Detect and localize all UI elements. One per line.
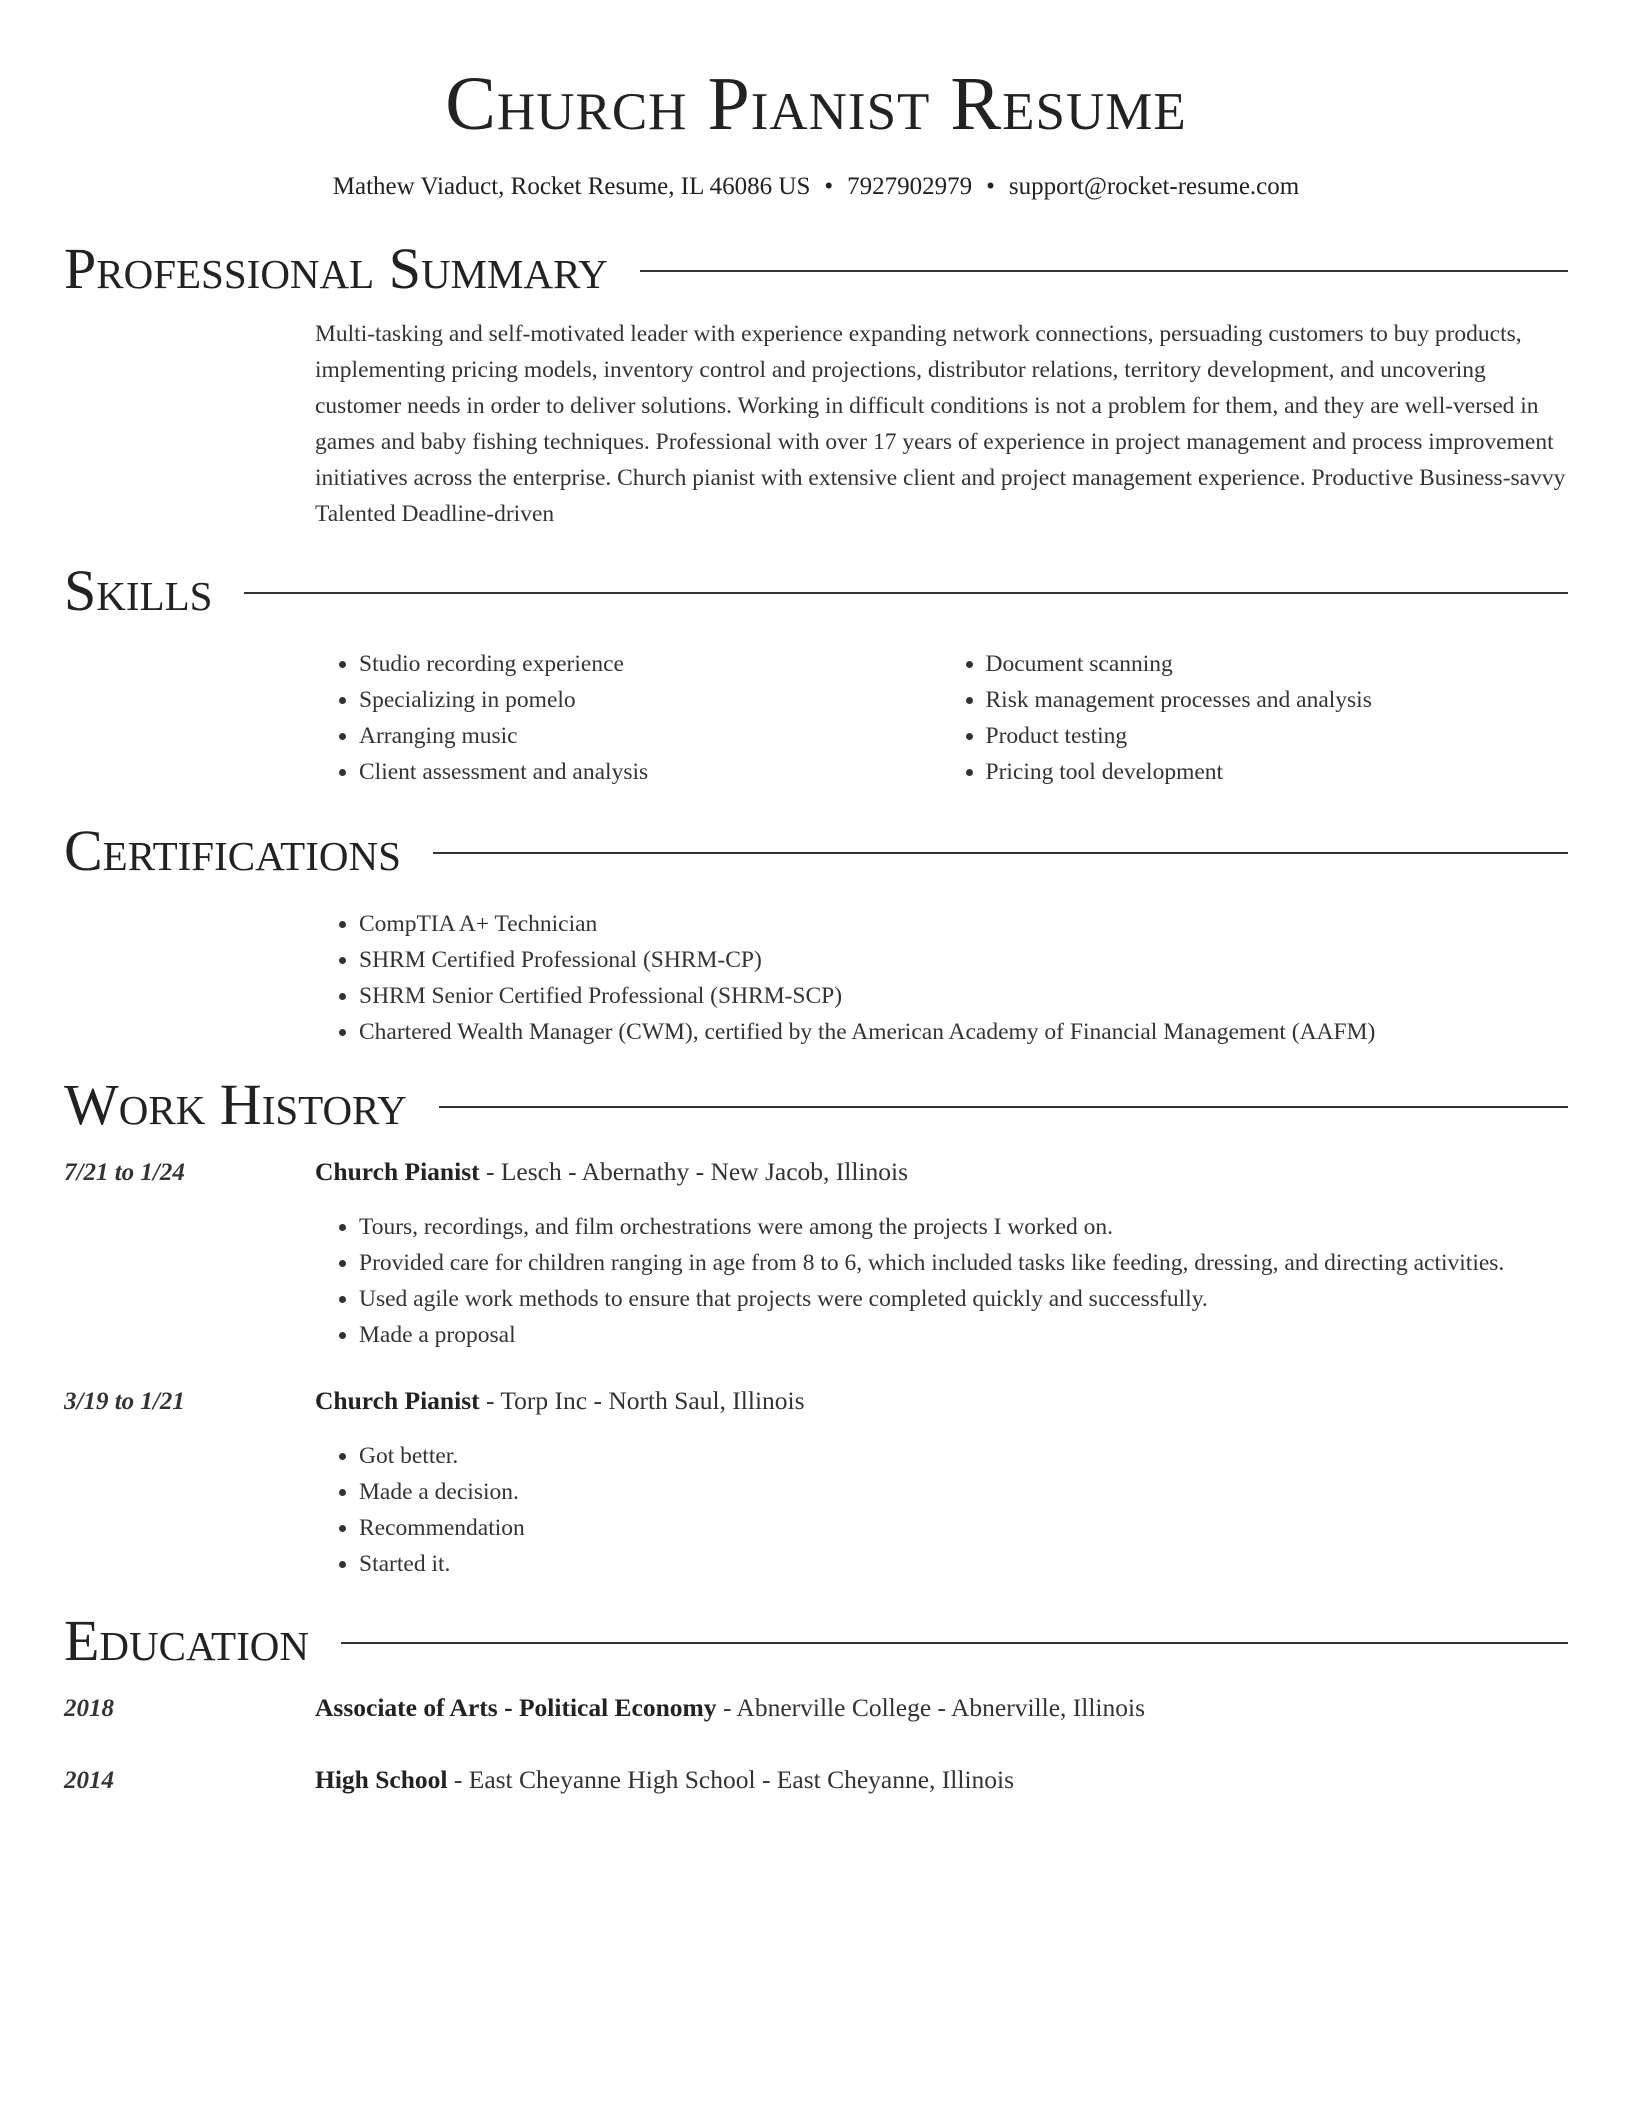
summary-heading xyxy=(64,234,1568,304)
section-divider xyxy=(433,852,1568,854)
job-bullet: • Made a proposal xyxy=(359,1317,1568,1353)
contact-separator: • xyxy=(986,173,995,200)
resume-page xyxy=(64,0,1568,1799)
education-entry xyxy=(64,1690,1568,1727)
skills-list xyxy=(315,646,1568,790)
skill-item: • Studio recording experience xyxy=(359,646,942,682)
skills-heading xyxy=(64,556,1568,626)
job-bullet: • Recommendation xyxy=(359,1510,1568,1546)
certification-item: • SHRM Certified Professional (SHRM-CP) xyxy=(359,942,1568,978)
job-bullets xyxy=(315,1209,1568,1353)
skill-item: • Pricing tool development xyxy=(986,754,1569,790)
job-title: Church Pianist xyxy=(315,1157,480,1186)
job-bullet: • Provided care for children ranging in age from 8 to 6, which included tasks like feeding, dressing, and directing activities. xyxy=(359,1245,1568,1281)
skill-item: • Client assessment and analysis xyxy=(359,754,942,790)
section-divider xyxy=(640,270,1568,272)
section-divider xyxy=(244,592,1568,594)
job-bullet: • Started it. xyxy=(359,1546,1568,1582)
section-divider xyxy=(439,1106,1568,1108)
education-details: - East Cheyanne High School - East Cheyanne, Illinois xyxy=(447,1765,1015,1794)
skill-item: • Risk management processes and analysis xyxy=(986,682,1569,718)
job-entry xyxy=(64,1154,1568,1353)
certifications-heading xyxy=(64,816,1568,886)
contact-address: Mathew Viaduct, Rocket Resume, IL 46086 US xyxy=(332,173,811,200)
summary-heading-label: Professional Summary xyxy=(64,236,608,301)
certifications-list xyxy=(315,906,1568,1050)
contact-separator: • xyxy=(824,173,834,200)
job-title-line xyxy=(315,1383,805,1419)
skill-item: • Document scanning xyxy=(986,646,1569,682)
work-history-heading-label: Work History xyxy=(64,1072,407,1137)
education-title-line xyxy=(315,1762,1014,1798)
job-date: 7/21 to 1/24 xyxy=(64,1159,185,1186)
education-date: 2018 xyxy=(64,1695,114,1722)
contact-phone: 7927902979 xyxy=(847,173,973,200)
skill-item: • Specializing in pomelo xyxy=(359,682,942,718)
education-degree: Associate of Arts - Political Economy xyxy=(315,1693,717,1722)
job-bullet: • Got better. xyxy=(359,1438,1568,1474)
contact-line xyxy=(64,170,1568,204)
education-details: - Abnerville College - Abnerville, Illinois xyxy=(716,1693,1146,1722)
section-divider xyxy=(341,1642,1568,1644)
summary-text: Multi-tasking and self-motivated leader with experience expanding network connections, persuading customers to buy products, implementing pricing models, inventory control and projections, distributor relations, territory development, and uncovering customer needs in order to deliver solutions. Working in difficult conditions is not a problem for them, and they are well-versed in games and baby fishing techniques. Professional with over 17 years of experience in project management and process improvement initiatives across the enterprise. Church pianist with extensive client and project management experience. Productive Business-savvy Talented Deadline-driven xyxy=(315,321,1566,527)
certification-item: • Chartered Wealth Manager (CWM), certified by the American Academy of Financial Management (AAFM) xyxy=(359,1014,1568,1050)
skill-item: • Product testing xyxy=(986,718,1569,754)
job-details: - Lesch - Abernathy - New Jacob, Illinois xyxy=(479,1157,909,1186)
education-entry xyxy=(64,1762,1568,1799)
job-details: - Torp Inc - North Saul, Illinois xyxy=(479,1386,805,1415)
page-title: Church Pianist Resume xyxy=(445,62,1187,146)
certifications-heading-label: Certifications xyxy=(64,818,401,883)
contact-email: support@rocket-resume.com xyxy=(1008,173,1300,200)
job-date: 3/19 to 1/21 xyxy=(64,1388,185,1415)
education-date: 2014 xyxy=(64,1767,114,1794)
certification-item: • SHRM Senior Certified Professional (SHRM-SCP) xyxy=(359,978,1568,1014)
certification-item: • CompTIA A+ Technician xyxy=(359,906,1568,942)
job-title-line xyxy=(315,1154,908,1190)
job-bullets xyxy=(315,1438,1568,1582)
job-entry xyxy=(64,1383,1568,1582)
skills-heading-label: Skills xyxy=(64,558,213,623)
education-heading-label: Education xyxy=(64,1608,309,1673)
education-degree: High School xyxy=(315,1765,448,1794)
job-bullet: • Used agile work methods to ensure that projects were completed quickly and successfully. xyxy=(359,1281,1568,1317)
skills-column-right xyxy=(942,646,1569,790)
job-bullet: • Made a decision. xyxy=(359,1474,1568,1510)
education-heading xyxy=(64,1606,1568,1676)
work-history-heading xyxy=(64,1070,1568,1140)
skill-item: • Arranging music xyxy=(359,718,942,754)
skills-column-left xyxy=(315,646,942,790)
education-title-line xyxy=(315,1690,1145,1726)
job-title: Church Pianist xyxy=(315,1386,480,1415)
job-bullet: • Tours, recordings, and film orchestrations were among the projects I worked on. xyxy=(359,1209,1568,1245)
